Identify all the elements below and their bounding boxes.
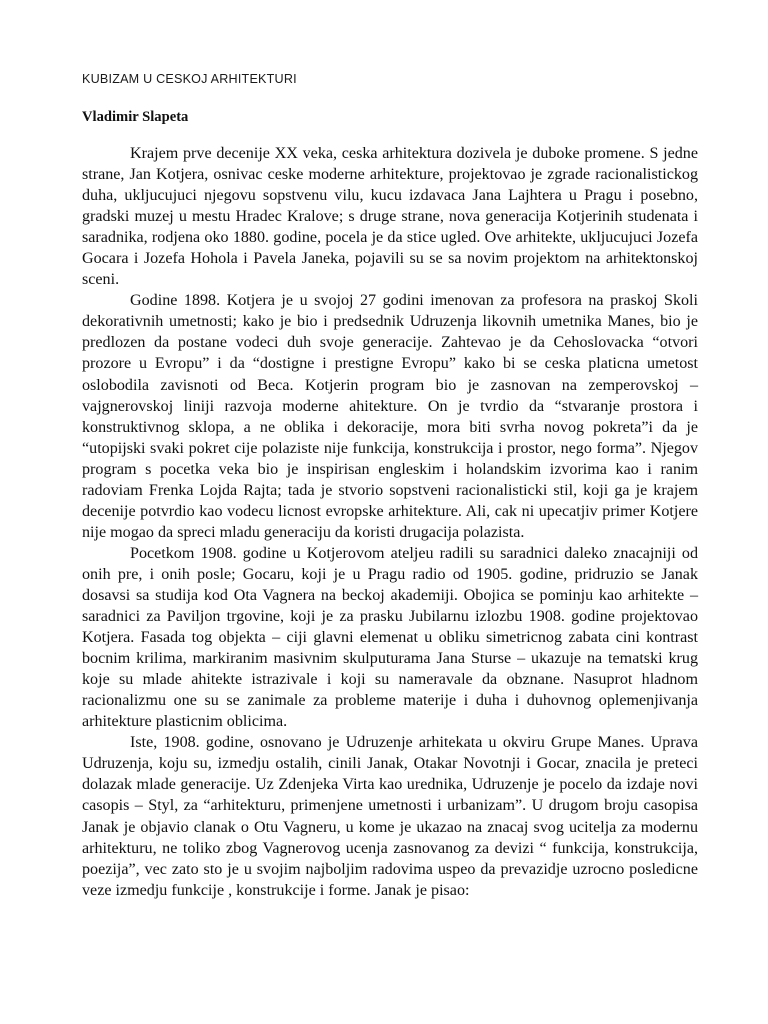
paragraph-2: Godine 1898. Kotjera je u svojoj 27 godini imenovan za profesora na praskoj Skoli dekorativnih umetnosti; kako je bio i predsednik Udruzenja likovnih umetnika Manes, bio je predlozen da postane vodeci duh svoje generacije. Zahtevao je da Cehoslovacka “otvori prozore u Evropu” i da “dostigne i prestigne Evropu” kako bi se ceska platicna umetost oslobodila zavisnoti od Beca. Kotjerin program bio je zasnovan na zemperovskoj – vajgnerovskoj liniji razvoja moderne ahitekture. On je tvrdio da “stvaranje prostora i konstruktivnog sklopa, a ne oblika i dekoracije, mora biti svrha novog pokreta”i da je “utopijski svaki pokret cije polaziste nije funkcija, konstrukcija i prostor, nego forma”. Njegov program s pocetka veka bio je inspirisan engleskim i holandskim izvorima kao i ranim radoviam Frenka Lojda Rajta; tada je stvorio sopstveni racionalisticki stil, koji ga je krajem decenije potvrdio kao vodecu licnost evropske arhitekture. Ali, cak ni upecatjiv primer Kotjere nije mogao da spreci mladu generaciju da koristi drugacija polazista. (82, 292, 698, 541)
body-text (82, 143, 698, 901)
paragraph-4: Iste, 1908. godine, osnovano je Udruzenje arhitekata u okviru Grupe Manes. Uprava Udruzenja, koju su, izmedju ostalih, cinili Janak, Otakar Novotnji i Gocar, znacila je preteci dolazak mlade generacije. Uz Zdenjeka Virta kao urednika, Udruzenje je pocelo da izdaje novi casopis – Styl, za “arhitekturu, primenjene umetnosti i urbanizam”. U drugom broju casopisa Janak je objavio clanak o Otu Vagneru, u kome je ukazao na znacaj svog ucitelja za modernu arhitekturu, ne toliko zbog Vagnerovog ucenja zasnovanog za devizi “ funkcija, konstrukcija, poezija”, vec zato sto je u svojim najboljim radovima uspeo da prevazidje uzrocno posledicne veze izmedju funkcije , konstrukcije i forme. Janak je pisao: (82, 734, 698, 899)
paragraph-3: Pocetkom 1908. godine u Kotjerovom ateljeu radili su saradnici daleko znacajniji od onih pre, i onih posle; Gocaru, koji je u Pragu radio od 1905. godine, pridruzio se Janak dosavsi sa studija kod Ota Vagnera na beckoj akademiji. Obojica se pominju kao arhitekte – saradnici za Paviljon trgovine, koji je za prasku Jubilarnu izlozbu 1908. godine projektovao Kotjera. Fasada tog objekta – ciji glavni elemenat u obliku simetricnog zabata cini kontrast bocnim krilima, markiranim masivnim skulputurama Jana Sturse – ukazuje na tematski krug koje su mlade ahitekte istrazivale i koji su nameravale da obznane. Nasuprot hladnom racionalizmu one su se zanimale za probleme materije i duha i duhovnog oplemenjivanja arhitekture plasticnim oblicima. (82, 544, 698, 731)
paragraph-1: Krajem prve decenije XX veka, ceska arhitektura dozivela je duboke promene. S jedne strane, Jan Kotjera, osnivac ceske moderne arhitekture, projektovao je zgrade racionalistickog duha, ukljucujuci njegovu sopstvenu vilu, kucu izdavaca Jana Lajhtera u Pragu i posebno, gradski muzej u mestu Hradec Kralove; s druge strane, nova generacija Kotjerinih studenata i saradnika, rodjena oko 1880. godine, pocela je da stice ugled. Ove arhitekte, ukljucujuci Jozefa Gocara i Jozefa Hohola i Pavela Janeka, pojavili su se sa novim projektom na arhitektonskoj sceni. (82, 145, 698, 289)
document-title: KUBIZAM U CESKOJ ARHITEKTURI (82, 72, 297, 86)
author-name: Vladimir Slapeta (82, 109, 189, 125)
document-page (82, 70, 698, 901)
